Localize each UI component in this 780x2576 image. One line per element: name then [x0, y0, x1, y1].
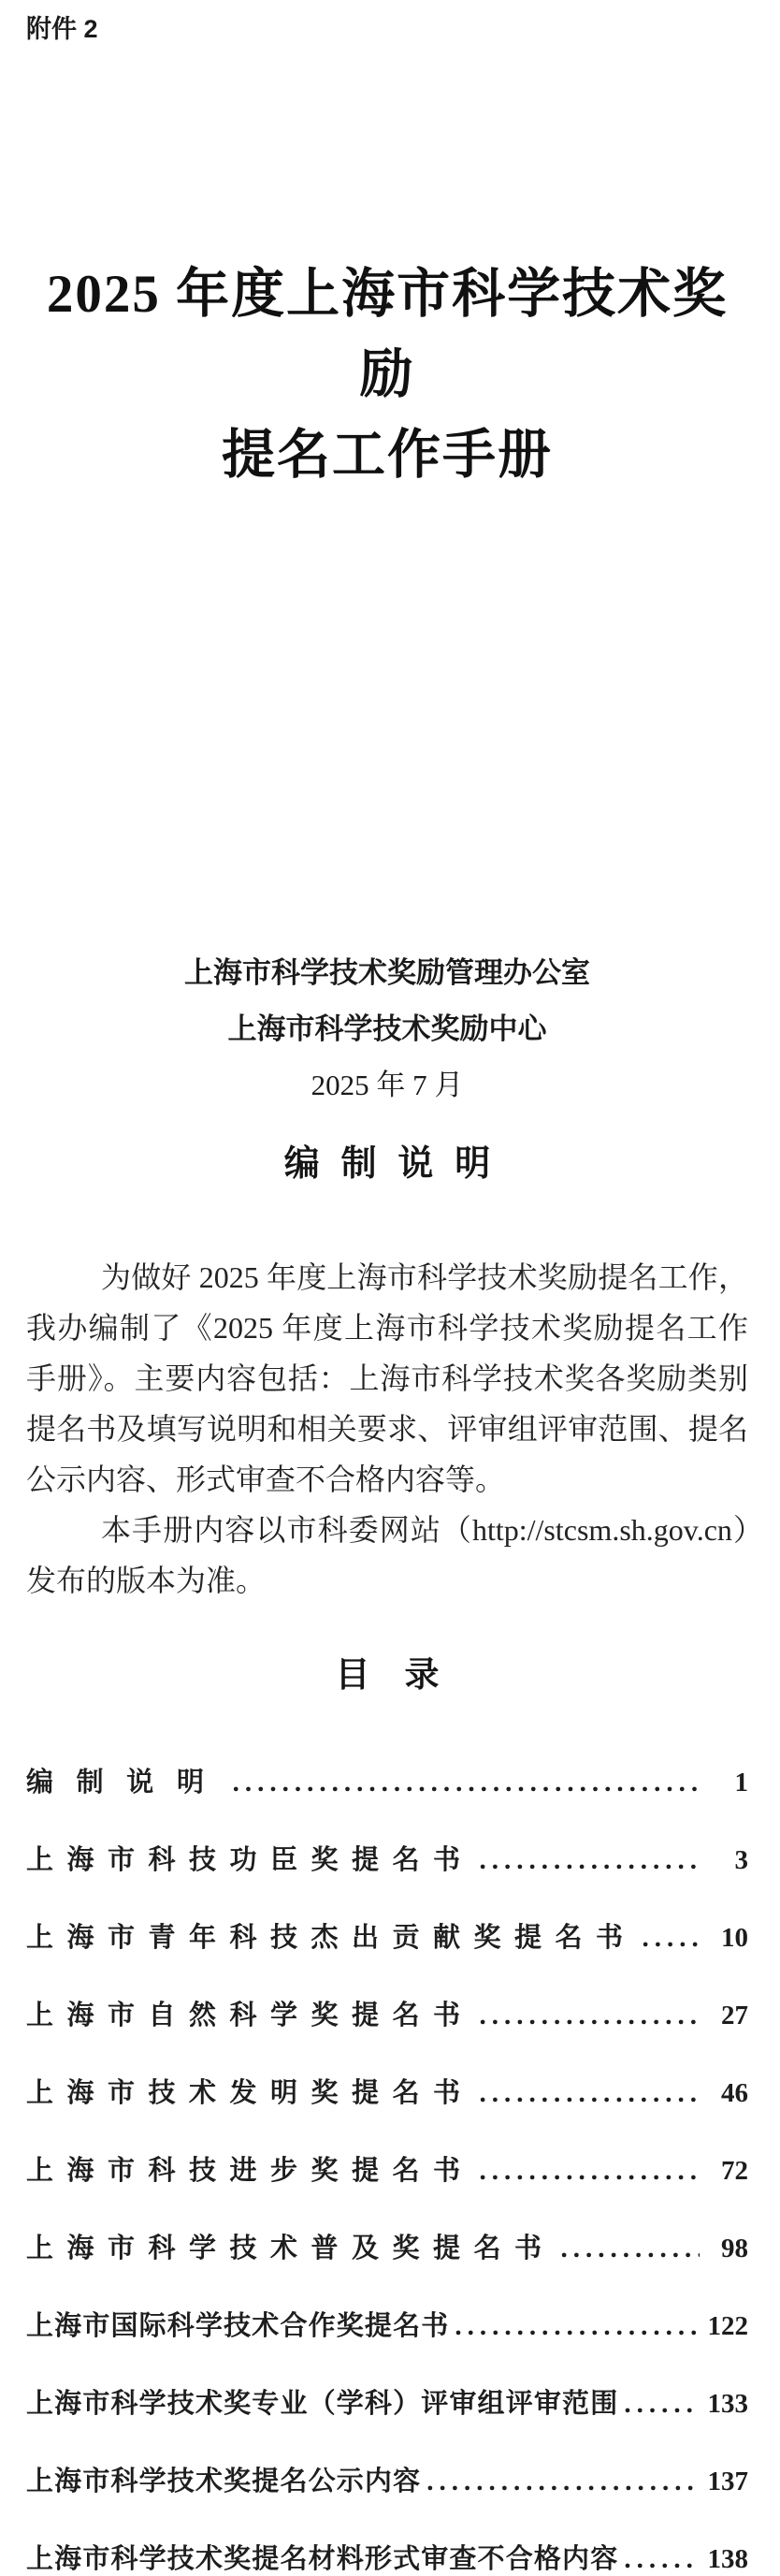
toc-item-page-number: 98 — [721, 2234, 748, 2263]
toc-dot-leader — [624, 2389, 698, 2420]
toc-dot-leader — [233, 1768, 700, 1798]
toc-item — [26, 2538, 748, 2574]
toc-dot-leader — [480, 1845, 700, 1876]
toc-item-page-number: 3 — [734, 1845, 748, 1875]
toc-dot-leader — [480, 2078, 700, 2109]
toc-item-page-number: 10 — [721, 1923, 748, 1953]
toc-item — [26, 2227, 748, 2261]
toc-item — [26, 2382, 748, 2419]
toc-item-title: 上海市科学技术普及奖提名书 — [26, 2234, 556, 2263]
toc-item-page-number: 27 — [721, 2001, 748, 2030]
toc-dot-leader — [561, 2234, 700, 2264]
attachment-label: 附件 2 — [26, 15, 98, 43]
toc-item-title: 上海市科技进步奖提名书 — [26, 2156, 474, 2186]
toc-item — [26, 2305, 748, 2341]
toc-dot-leader — [643, 1923, 700, 1954]
toc-item-page-number: 138 — [707, 2544, 748, 2574]
toc-dot-leader — [480, 2001, 700, 2031]
toc-item-page-number: 1 — [734, 1768, 748, 1797]
toc-item-title: 上海市国际科学技术合作奖提名书 — [26, 2311, 450, 2341]
toc-item — [26, 1994, 748, 2028]
toc-dot-leader — [480, 2156, 700, 2187]
toc-item-title: 上海市科学技术奖提名材料形式审查不合格内容 — [26, 2544, 619, 2574]
toc-item — [26, 2072, 748, 2108]
toc-item-page-number: 122 — [707, 2311, 748, 2341]
toc-list — [26, 1761, 748, 2574]
toc-item-title: 上海市科学技术奖专业（学科）评审组评审范围 — [26, 2389, 619, 2419]
toc-item-title: 上海市技术发明奖提名书 — [26, 2078, 474, 2108]
compilation-note-heading: 编制说明 — [283, 1144, 512, 1184]
toc-item-page-number: 46 — [721, 2078, 748, 2108]
publisher-center: 上海市科学技术奖励中心 — [227, 1012, 547, 1045]
toc-item — [26, 1761, 748, 1795]
toc-heading: 目录 — [335, 1655, 474, 1694]
toc-item-page-number: 72 — [721, 2156, 748, 2186]
toc-item-title: 上海市科技功臣奖提名书 — [26, 1845, 474, 1875]
compilation-note-paragraph-2: 本手册内容以市科委网站（http://stcsm.sh.gov.cn）发布的版本为准。 — [26, 1513, 748, 1597]
toc-item-title: 上海市青年科技杰出贡献奖提名书 — [26, 1923, 637, 1953]
compilation-note-body — [26, 1252, 748, 1606]
compilation-note-paragraph-1: 为做好 2025 年度上海市科学技术奖励提名工作，我办编制了《2025 年度上海市科学技术奖励提名工作手册》。主要内容包括：上海市科学技术奖各奖励类别提名书及填写说明和相关要求、评审组评审范围、提名公示内容、形式审查不合格内容等。 — [26, 1260, 748, 1496]
toc-item — [26, 1839, 748, 1875]
publish-date: 2025 年 7 月 — [311, 1069, 464, 1101]
document-title — [26, 255, 748, 496]
toc-item — [26, 2149, 748, 2186]
document-title-line1: 2025 年度上海市科学技术奖励 — [46, 265, 729, 404]
toc-dot-leader — [455, 2311, 698, 2342]
toc-dot-leader — [624, 2544, 698, 2575]
toc-item-title: 上海市科学技术奖提名公示内容 — [26, 2467, 422, 2496]
toc-item-page-number: 133 — [707, 2389, 748, 2419]
toc-item-title: 编制说明 — [26, 1768, 227, 1797]
toc-item-title: 上海市自然科学奖提名书 — [26, 2001, 474, 2030]
toc-dot-leader — [426, 2467, 698, 2497]
toc-item — [26, 2460, 748, 2494]
publisher-block — [26, 945, 748, 1113]
toc-item-page-number: 137 — [707, 2467, 748, 2496]
publisher-office: 上海市科学技术奖励管理办公室 — [184, 956, 590, 989]
document-title-line2: 提名工作手册 — [222, 426, 553, 485]
toc-item — [26, 1916, 748, 1953]
